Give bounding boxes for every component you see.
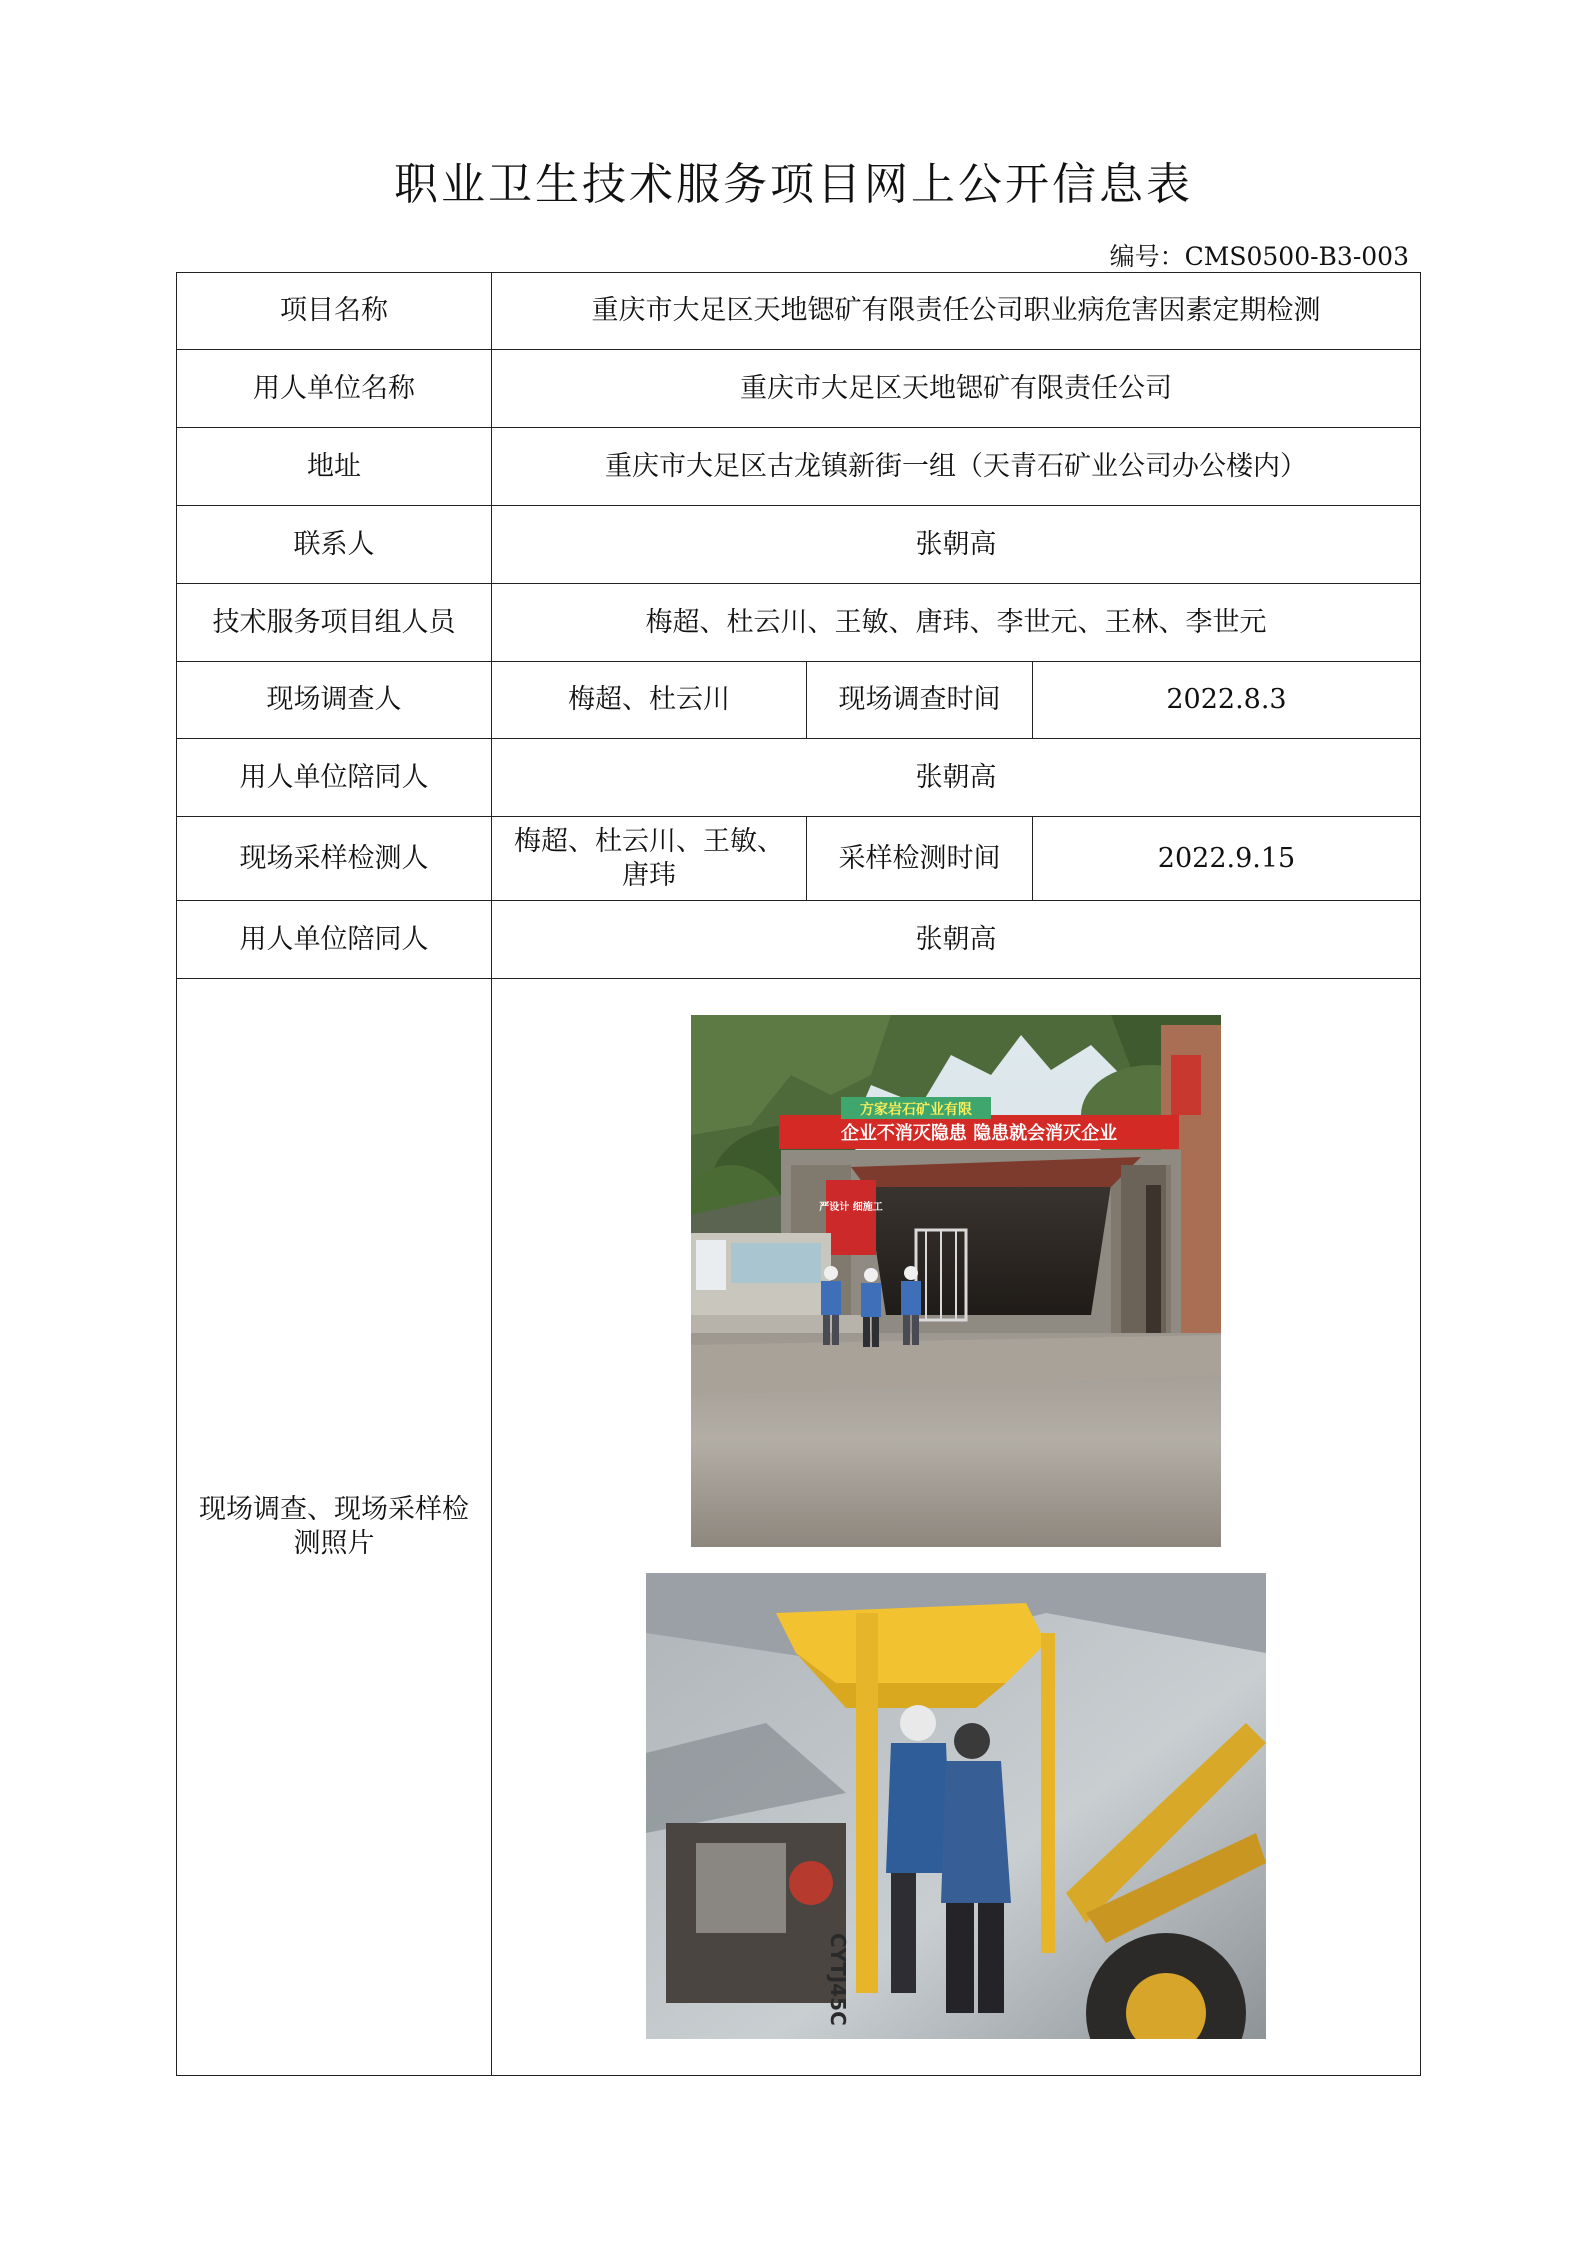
photos-cell <box>492 979 1421 2076</box>
label-sampling: 现场采样检测人 <box>177 817 492 901</box>
label-contact: 联系人 <box>177 506 492 584</box>
label-employer: 用人单位名称 <box>177 350 492 428</box>
row-escort-1 <box>177 739 1421 817</box>
machine-model-mark: CYTJ45C <box>826 1933 850 2026</box>
value-escort-2: 张朝高 <box>492 901 1421 979</box>
document-title: 职业卫生技术服务项目网上公开信息表 <box>394 159 1193 210</box>
label-photos: 现场调查、现场采样检测照片 <box>177 979 492 2076</box>
mine-entrance-photo <box>691 1015 1221 1547</box>
label-address: 地址 <box>177 428 492 506</box>
row-project-name <box>177 273 1421 350</box>
value-sampling: 梅超、杜云川、王敏、唐玮 <box>492 817 807 901</box>
value-address: 重庆市大足区古龙镇新街一组（天青石矿业公司办公楼内） <box>492 428 1421 506</box>
drilling-rig-photo <box>646 1573 1266 2039</box>
safety-slogan-banner: 企业不消灭隐患 隐患就会消灭企业 <box>840 1123 1118 1144</box>
value-employer: 重庆市大足区天地锶矿有限责任公司 <box>492 350 1421 428</box>
label-team: 技术服务项目组人员 <box>177 584 492 662</box>
row-escort-2 <box>177 901 1421 979</box>
row-photos <box>177 979 1421 2076</box>
mine-entrance-image <box>691 1015 1221 1547</box>
label-project-name: 项目名称 <box>177 273 492 350</box>
row-contact <box>177 506 1421 584</box>
safety-notice-board: 严设计 细施工 <box>819 1202 883 1213</box>
label-sampling-time: 采样检测时间 <box>807 817 1033 901</box>
value-sampling-time: 2022.9.15 <box>1033 817 1421 901</box>
label-escort-1: 用人单位陪同人 <box>177 739 492 817</box>
value-project-name: 重庆市大足区天地锶矿有限责任公司职业病危害因素定期检测 <box>492 273 1421 350</box>
company-name-sign: 方家岩石矿业有限 <box>860 1102 972 1118</box>
value-survey: 梅超、杜云川 <box>492 662 807 739</box>
value-team: 梅超、杜云川、王敏、唐玮、李世元、王林、李世元 <box>492 584 1421 662</box>
row-sampling <box>177 817 1421 901</box>
row-address <box>177 428 1421 506</box>
info-table <box>176 272 1421 2076</box>
row-survey <box>177 662 1421 739</box>
label-escort-2: 用人单位陪同人 <box>177 901 492 979</box>
label-survey-time: 现场调查时间 <box>807 662 1033 739</box>
drilling-rig-image <box>646 1573 1266 2039</box>
value-survey-time: 2022.8.3 <box>1033 662 1421 739</box>
row-employer <box>177 350 1421 428</box>
value-escort-1: 张朝高 <box>492 739 1421 817</box>
value-contact: 张朝高 <box>492 506 1421 584</box>
document-number: 编号：CMS0500-B3-003 <box>1109 242 1409 271</box>
row-team <box>177 584 1421 662</box>
label-survey: 现场调查人 <box>177 662 492 739</box>
